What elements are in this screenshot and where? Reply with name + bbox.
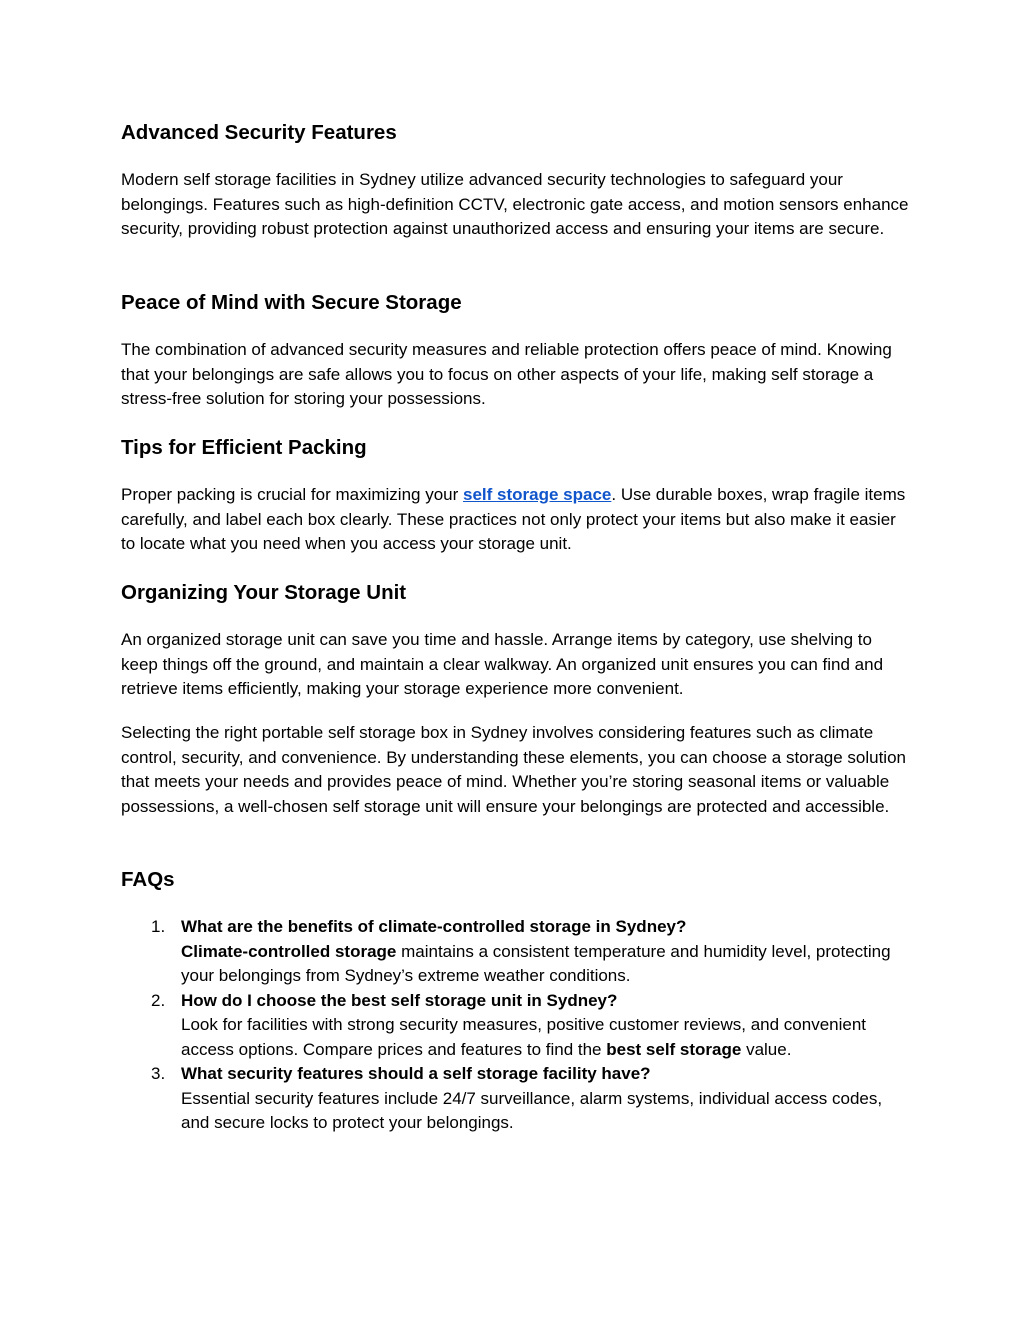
packing-text-before: Proper packing is crucial for maximizing your (121, 485, 464, 504)
faq-item (121, 989, 911, 1063)
faq-number: 1. (151, 917, 166, 936)
heading-peace-of-mind: Peace of Mind with Secure Storage (121, 291, 462, 314)
packing-text-after: . Use durable boxes, wrap fragile items carefully, and label each box clearly. These practices not only protect your items but also make it easier to locate what you need when you access your storage unit. (121, 485, 906, 553)
faq-question: How do I choose the best self storage unit in Sydney? (181, 990, 618, 1010)
paragraph-organizing: An organized storage unit can save you time and hassle. Arrange items by category, use shelving to keep things off the ground, and maintain a clear walkway. An organized unit ensures you can find and retrieve items efficiently, making your storage experience more convenient. (121, 630, 884, 698)
faq-list (121, 915, 911, 1136)
faq-question: What security features should a self storage facility have? (181, 1064, 651, 1083)
heading-packing: Tips for Efficient Packing (121, 436, 367, 459)
heading-organizing: Organizing Your Storage Unit (121, 581, 407, 604)
faq-number: 2. (151, 990, 166, 1010)
heading-security: Advanced Security Features (121, 121, 397, 144)
faq-item (121, 915, 911, 989)
faq-answer-bold: Climate-controlled storage (181, 941, 397, 961)
faq-question: What are the benefits of climate-controlled storage in Sydney? (181, 917, 687, 936)
paragraph-security: Modern self storage facilities in Sydney utilize advanced security technologies to safeguard your belongings. Features such as high-definition CCTV, electronic gate access, and motion sensors enhance security, providing robust protection against unauthorized access and ensuring your items are secure. (121, 170, 909, 238)
faq-number: 3. (151, 1064, 166, 1083)
self-storage-space-link[interactable]: self storage space (463, 485, 612, 504)
paragraph-conclusion: Selecting the right portable self storage box in Sydney involves considering features such as climate control, security, and convenience. By understanding these elements, you can choose a storage solution that meets your needs and provides peace of mind. Whether you’re storing seasonal items or valuable possessions, a well-chosen self storage unit will ensure your belongings are protected and accessible. (121, 723, 906, 816)
faq-item (121, 1062, 911, 1136)
paragraph-peace-of-mind: The combination of advanced security measures and reliable protection offers peace of mind. Knowing that your belongings are safe allows you to focus on other aspects of your life, making self storage a stress-free solution for storing your possessions. (121, 340, 892, 408)
faq-answer: maintains a consistent temperature and humidity level, protecting your belongings from Sydney’s extreme weather conditions. (181, 941, 891, 985)
faq-answer: Look for facilities with strong security measures, positive customer reviews, and convenient access options. Compare prices and features to find the (181, 1015, 867, 1059)
faq-answer-end: value. (741, 1039, 792, 1059)
paragraph-packing (121, 483, 911, 557)
faq-answer-bold: best self storage (606, 1039, 742, 1059)
faq-answer: Essential security features include 24/7 surveillance, alarm systems, individual access codes, and secure locks to protect your belongings. (181, 1088, 883, 1132)
heading-faqs: FAQs (121, 868, 175, 891)
